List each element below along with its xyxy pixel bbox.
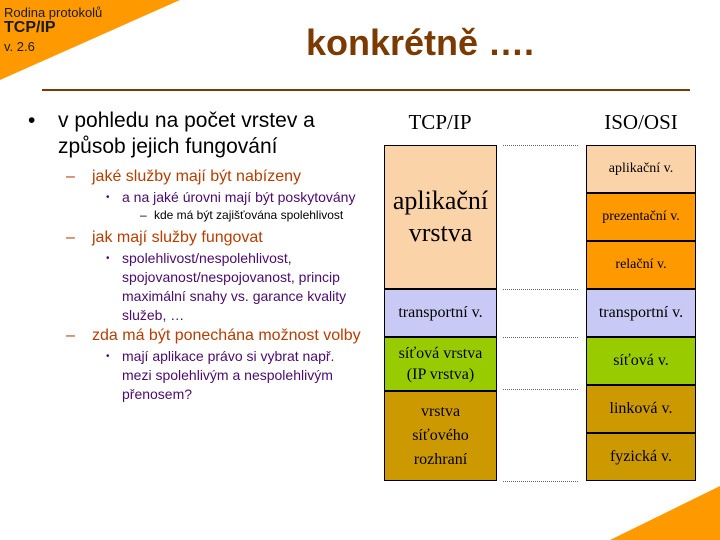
bullet-choice-text: zda má být ponechána možnost volby xyxy=(92,327,361,344)
bullet-main-text: v pohledu na počet vrstev a způsob jejich fungování xyxy=(58,109,315,158)
bullet-choice-detail xyxy=(26,347,366,404)
layer-separator-line xyxy=(503,289,578,290)
osi-application-layer: aplikační v. xyxy=(586,145,696,193)
dash-icon: – xyxy=(140,208,147,222)
bullet-dot-icon: • xyxy=(106,192,110,203)
tcpip-column-heading: TCP/IP xyxy=(408,110,472,134)
bullet-list xyxy=(26,108,366,404)
bullet-services-level xyxy=(26,188,366,207)
dash-icon: – xyxy=(66,327,75,344)
layer-separator-line xyxy=(503,481,578,482)
tcpip-application-layer: aplikační vrstva xyxy=(384,145,497,289)
bullet-services-text: jaké služby mají být nabízeny xyxy=(92,168,301,185)
page-title: konkrétně …. xyxy=(305,22,535,63)
osi-physical-layer: fyzická v. xyxy=(586,433,696,481)
bullet-operation-detail xyxy=(26,249,366,325)
dash-icon: – xyxy=(66,229,75,246)
osi-presentation-layer: prezentační v. xyxy=(586,193,696,241)
header-title: TCP/IP xyxy=(4,19,56,36)
bullet-choice xyxy=(26,325,366,347)
bullet-operation xyxy=(26,227,366,249)
corner-decoration-bottom-right xyxy=(610,486,720,540)
bullet-dot-icon: • xyxy=(106,253,110,264)
osi-transport-layer: transportní v. xyxy=(586,289,696,337)
layer-separator-line xyxy=(503,389,578,390)
bullet-services-level-text: a na jaké úrovni mají být poskytovány xyxy=(122,189,356,205)
layer-separator-line xyxy=(503,145,578,146)
layer-separator-line xyxy=(503,337,578,338)
osi-link-layer: linková v. xyxy=(586,385,696,433)
osi-network-layer: síťová v. xyxy=(586,337,696,385)
dash-icon: – xyxy=(66,168,75,185)
bullet-dot-icon: • xyxy=(28,109,36,132)
bullet-reliability-text: kde má být zajišťována spolehlivost xyxy=(154,208,344,222)
title-divider xyxy=(42,89,690,91)
tcpip-interface-layer: vrstva síťového rozhraní xyxy=(384,391,497,481)
tcpip-network-layer: síťová vrstva (IP vrstva) xyxy=(384,337,497,391)
bullet-dot-icon: • xyxy=(106,351,110,362)
osi-session-layer: relační v. xyxy=(586,241,696,289)
bullet-operation-detail-text: spolehlivost/nespolehlivost, spojovanost/nespojovanost, princip maximální snahy vs. garance kvality služeb, … xyxy=(122,250,347,323)
bullet-main xyxy=(26,108,366,160)
header-version: v. 2.6 xyxy=(4,39,35,54)
bullet-choice-detail-text: mají aplikace právo si vybrat např. mezi spolehlivým a nespolehlivým přenosem? xyxy=(122,348,335,402)
bullet-operation-text: jak mají služby fungovat xyxy=(92,229,263,246)
tcpip-transport-layer: transportní v. xyxy=(384,289,497,337)
bullet-reliability xyxy=(26,207,366,223)
osi-column-heading: ISO/OSI xyxy=(604,110,678,134)
bullet-services xyxy=(26,166,366,188)
header-series: Rodina protokolů xyxy=(4,5,103,20)
